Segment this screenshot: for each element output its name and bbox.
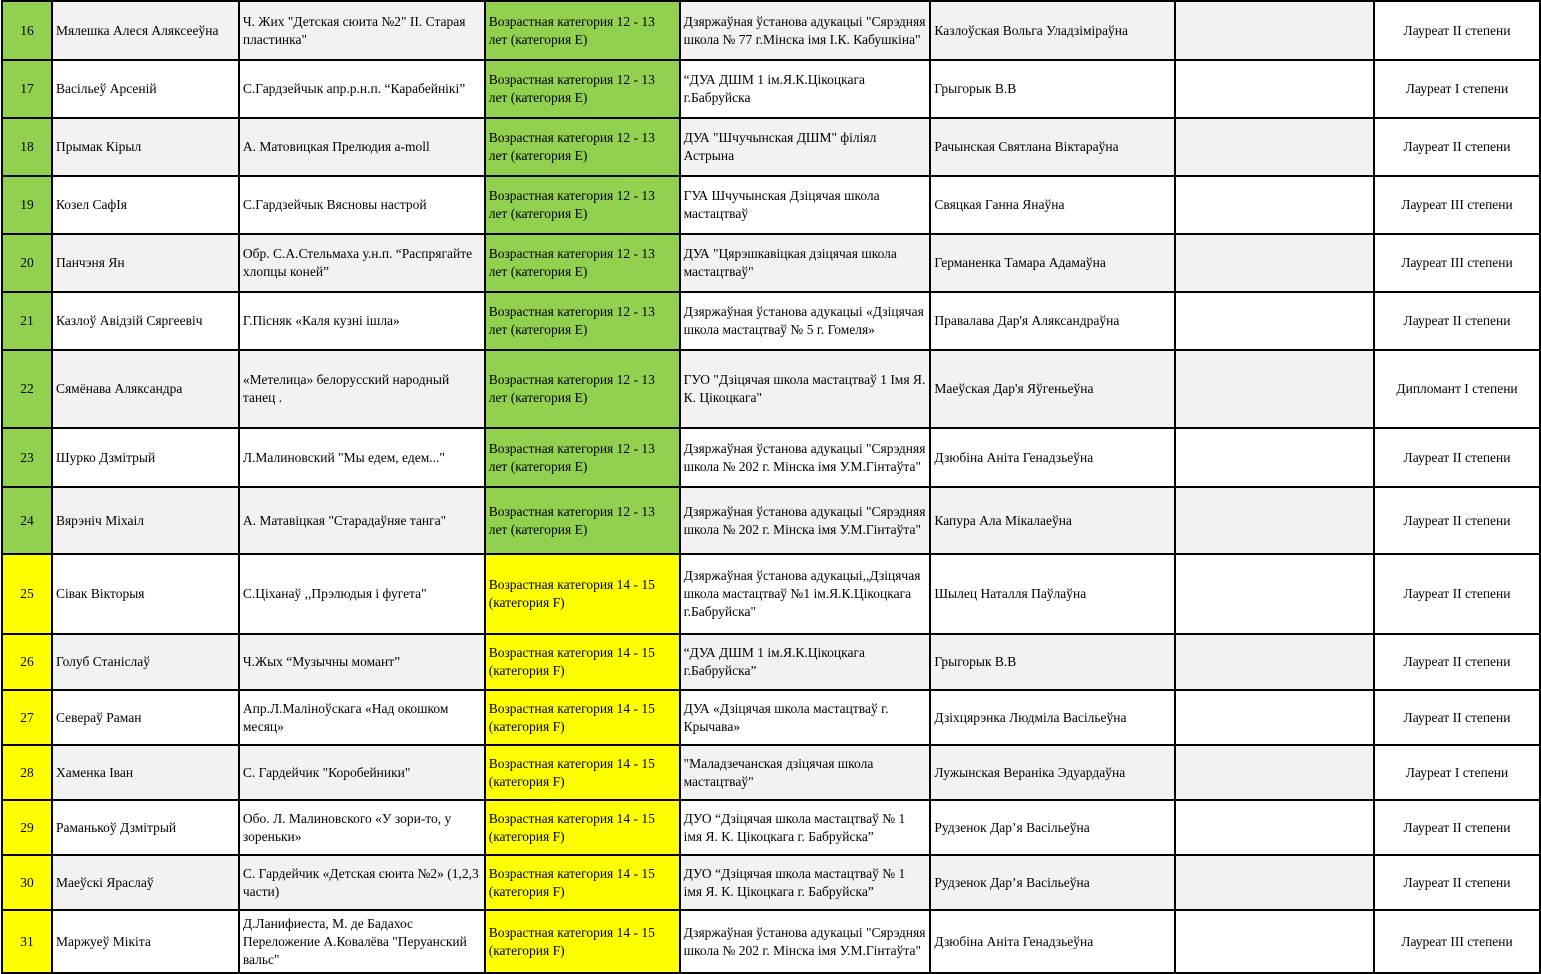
table-row — [2, 745, 1540, 800]
teacher-name: Шылец Наталля Паўлаўна — [930, 554, 1175, 634]
row-number: 21 — [2, 292, 52, 350]
table-row — [2, 60, 1540, 118]
award-result: Лауреат II степени — [1374, 554, 1540, 634]
teacher-name: Капура Ала Мікалаеўна — [930, 487, 1175, 554]
participant-name: Васільеў Арсеній — [52, 60, 239, 118]
row-number: 23 — [2, 428, 52, 487]
participant-name: Маржуеў Мікіта — [52, 910, 239, 973]
school-name: Дзяржаўная ўстанова адукацыі "Сярэдняя школа № 202 г. Мінска імя У.М.Гінтаўта" — [680, 910, 931, 973]
award-result: Лауреат II степени — [1374, 118, 1540, 176]
award-result: Лауреат I степени — [1374, 745, 1540, 800]
piece-title: Ч.Жых “Музычны момант” — [239, 634, 485, 690]
age-category: Возрастная категория 14 - 15 (категория F) — [485, 800, 680, 855]
notes-cell — [1175, 60, 1374, 118]
age-category: Возрастная категория 14 - 15 (категория F) — [485, 634, 680, 690]
age-category: Возрастная категория 12 - 13 лет (категория Е) — [485, 350, 680, 428]
school-name: ДУО “Дзіцячая школа мастацтваў № 1 імя Я. К. Цікоцкага г. Бабруйска” — [680, 855, 931, 910]
teacher-name: Рудзенок Дар’я Васільеўна — [930, 800, 1175, 855]
notes-cell — [1175, 554, 1374, 634]
notes-cell — [1175, 350, 1374, 428]
teacher-name: Лужынская Вераніка Эдуардаўна — [930, 745, 1175, 800]
school-name: ДУО “Дзіцячая школа мастацтваў № 1 імя Я. К. Цікоцкага г. Бабруйска” — [680, 800, 931, 855]
notes-cell — [1175, 176, 1374, 234]
row-number: 17 — [2, 60, 52, 118]
row-number: 29 — [2, 800, 52, 855]
piece-title: Ч. Жих "Детская сюита №2" II. Старая пластинка" — [239, 1, 485, 60]
teacher-name: Грыгорык В.В — [930, 634, 1175, 690]
participant-name: Хаменка Іван — [52, 745, 239, 800]
participant-name: Вярэніч Міхаіл — [52, 487, 239, 554]
piece-title: «Метелица» белорусский народный танец . — [239, 350, 485, 428]
teacher-name: Германенка Тамара Адамаўна — [930, 234, 1175, 292]
row-number: 27 — [2, 690, 52, 745]
award-result: Лауреат II степени — [1374, 855, 1540, 910]
piece-title: Д.Ланифиеста, М. де Бадахос Переложение А.Ковалёва "Перуанский вальс" — [239, 910, 485, 973]
age-category: Возрастная категория 12 - 13 лет (категория Е) — [485, 234, 680, 292]
piece-title: С.Ціханаў ,,Прэлюдыя і фугета" — [239, 554, 485, 634]
award-result: Лауреат II степени — [1374, 1, 1540, 60]
school-name: “ДУА ДШМ 1 ім.Я.К.Цікоцкага г.Бабруйска — [680, 60, 931, 118]
participant-name: Севераў Раман — [52, 690, 239, 745]
award-result: Лауреат III степени — [1374, 910, 1540, 973]
teacher-name: Рудзенок Дар’я Васільеўна — [930, 855, 1175, 910]
table-row — [2, 428, 1540, 487]
award-result: Лауреат II степени — [1374, 800, 1540, 855]
school-name: "Маладзечанская дзіцячая школа мастацтваў" — [680, 745, 931, 800]
teacher-name: Казлоўская Вольга Уладзіміраўна — [930, 1, 1175, 60]
notes-cell — [1175, 1, 1374, 60]
table-row — [2, 350, 1540, 428]
table-row — [2, 1, 1540, 60]
participant-name: Шурко Дзмітрый — [52, 428, 239, 487]
notes-cell — [1175, 634, 1374, 690]
teacher-name: Свяцкая Ганна Янаўна — [930, 176, 1175, 234]
row-number: 16 — [2, 1, 52, 60]
school-name: ДУА "Шчучынская ДШМ" філіял Астрына — [680, 118, 931, 176]
piece-title: С. Гардейчик "Коробейники" — [239, 745, 485, 800]
award-result: Лауреат I степени — [1374, 60, 1540, 118]
age-category: Возрастная категория 14 - 15 (категория F) — [485, 554, 680, 634]
age-category: Возрастная категория 12 - 13 лет (категория Е) — [485, 292, 680, 350]
school-name: Дзяржаўная ўстанова адукацыі,,Дзіцячая школа мастацтваў №1 ім.Я.К.Цікоцкага г.Бабруйска" — [680, 554, 931, 634]
age-category: Возрастная категория 12 - 13 лет (категория Е) — [485, 176, 680, 234]
notes-cell — [1175, 118, 1374, 176]
award-result: Лауреат II степени — [1374, 634, 1540, 690]
school-name: Дзяржаўная ўстанова адукацыі "Сярэдняя школа № 77 г.Мінска імя І.К. Кабушкіна" — [680, 1, 931, 60]
table-row — [2, 910, 1540, 973]
school-name: ГУО "Дзіцячая школа мастацтваў 1 Імя Я. К. Цікоцкага" — [680, 350, 931, 428]
participant-name: Казлоў Авідзій Сяргеевіч — [52, 292, 239, 350]
notes-cell — [1175, 234, 1374, 292]
teacher-name: Правалава Дар'я Аляксандраўна — [930, 292, 1175, 350]
participant-name: Мялешка Алеся Аляксееўна — [52, 1, 239, 60]
teacher-name: Дзіхцярэнка Людміла Васільеўна — [930, 690, 1175, 745]
table-row — [2, 234, 1540, 292]
award-result: Лауреат II степени — [1374, 292, 1540, 350]
table-row — [2, 292, 1540, 350]
teacher-name: Рачынская Святлана Віктараўна — [930, 118, 1175, 176]
school-name: “ДУА ДШМ 1 ім.Я.К.Цікоцкага г.Бабруйска” — [680, 634, 931, 690]
award-result: Лауреат III степени — [1374, 234, 1540, 292]
row-number: 26 — [2, 634, 52, 690]
age-category: Возрастная категория 12 - 13 лет (категория Е) — [485, 487, 680, 554]
award-result: Лауреат II степени — [1374, 487, 1540, 554]
row-number: 28 — [2, 745, 52, 800]
row-number: 31 — [2, 910, 52, 973]
notes-cell — [1175, 428, 1374, 487]
notes-cell — [1175, 690, 1374, 745]
teacher-name: Грыгорык В.В — [930, 60, 1175, 118]
table-row — [2, 634, 1540, 690]
results-table — [1, 0, 1541, 974]
school-name: ГУА Шчучынская Дзіцячая школа мастацтваў — [680, 176, 931, 234]
age-category: Возрастная категория 12 - 13 лет (категория Е) — [485, 118, 680, 176]
notes-cell — [1175, 292, 1374, 350]
award-result: Лауреат III степени — [1374, 176, 1540, 234]
table-row — [2, 855, 1540, 910]
piece-title: С.Гардзейчык Вясновы настрой — [239, 176, 485, 234]
piece-title: С.Гардзейчык апр.р.н.п. “Карабейнікі” — [239, 60, 485, 118]
age-category: Возрастная категория 12 - 13 лет (категория Е) — [485, 60, 680, 118]
row-number: 20 — [2, 234, 52, 292]
piece-title: Обр. С.А.Стельмаха у.н.п. “Распрягайте хлопцы коней” — [239, 234, 485, 292]
piece-title: А. Матовицкая Прелюдия a-moll — [239, 118, 485, 176]
school-name: ДУА «Дзіцячая школа мастацтваў г. Крычава» — [680, 690, 931, 745]
age-category: Возрастная категория 14 - 15 (категория F) — [485, 690, 680, 745]
teacher-name: Дзюбіна Аніта Генадзьеўна — [930, 428, 1175, 487]
notes-cell — [1175, 910, 1374, 973]
row-number: 24 — [2, 487, 52, 554]
participant-name: Панчэня Ян — [52, 234, 239, 292]
school-name: ДУА "Цярэшкавіцкая дзіцячая школа мастацтваў" — [680, 234, 931, 292]
participant-name: Прымак Кірыл — [52, 118, 239, 176]
school-name: Дзяржаўная ўстанова адукацыі "Сярэдняя школа № 202 г. Мінска імя У.М.Гінтаўта" — [680, 487, 931, 554]
participant-name: Маеўскі Яраслаў — [52, 855, 239, 910]
row-number: 19 — [2, 176, 52, 234]
piece-title: С. Гардейчик «Детская сюита №2» (1,2,3 части) — [239, 855, 485, 910]
age-category: Возрастная категория 12 - 13 лет (категория Е) — [485, 428, 680, 487]
teacher-name: Маеўская Дар'я Яўгеньеўна — [930, 350, 1175, 428]
table-row — [2, 118, 1540, 176]
table-row — [2, 800, 1540, 855]
age-category: Возрастная категория 14 - 15 (категория F) — [485, 910, 680, 973]
row-number: 18 — [2, 118, 52, 176]
school-name: Дзяржаўная ўстанова адукацыі «Дзіцячая школа мастацтваў № 5 г. Гомеля» — [680, 292, 931, 350]
notes-cell — [1175, 800, 1374, 855]
piece-title: Обо. Л. Малиновского «У зори-то, у зореньки» — [239, 800, 485, 855]
age-category: Возрастная категория 12 - 13 лет (категория Е) — [485, 1, 680, 60]
teacher-name: Дзюбіна Аніта Генадзьеўна — [930, 910, 1175, 973]
piece-title: Апр.Л.Маліноўскага «Над окошком месяц» — [239, 690, 485, 745]
table-row — [2, 176, 1540, 234]
award-result: Лауреат II степени — [1374, 428, 1540, 487]
table-row — [2, 690, 1540, 745]
age-category: Возрастная категория 14 - 15 (категория F) — [485, 745, 680, 800]
row-number: 25 — [2, 554, 52, 634]
participant-name: Козел СафІя — [52, 176, 239, 234]
school-name: Дзяржаўная ўстанова адукацыі "Сярэдняя школа № 202 г. Мінска імя У.М.Гінтаўта" — [680, 428, 931, 487]
notes-cell — [1175, 855, 1374, 910]
piece-title: Г.Пісняк «Каля кузні ішла» — [239, 292, 485, 350]
award-result: Дипломант I степени — [1374, 350, 1540, 428]
table-row — [2, 554, 1540, 634]
notes-cell — [1175, 745, 1374, 800]
participant-name: Голуб Станіслаў — [52, 634, 239, 690]
notes-cell — [1175, 487, 1374, 554]
piece-title: Л.Малиновский "Мы едем, едем..." — [239, 428, 485, 487]
piece-title: А. Матавіцкая "Старадаўняе танга" — [239, 487, 485, 554]
award-result: Лауреат II степени — [1374, 690, 1540, 745]
participant-name: Сямёнава Аляксандра — [52, 350, 239, 428]
age-category: Возрастная категория 14 - 15 (категория F) — [485, 855, 680, 910]
participant-name: Раманькоў Дзмітрый — [52, 800, 239, 855]
participant-name: Сівак Вікторыя — [52, 554, 239, 634]
table-row — [2, 487, 1540, 554]
row-number: 22 — [2, 350, 52, 428]
row-number: 30 — [2, 855, 52, 910]
